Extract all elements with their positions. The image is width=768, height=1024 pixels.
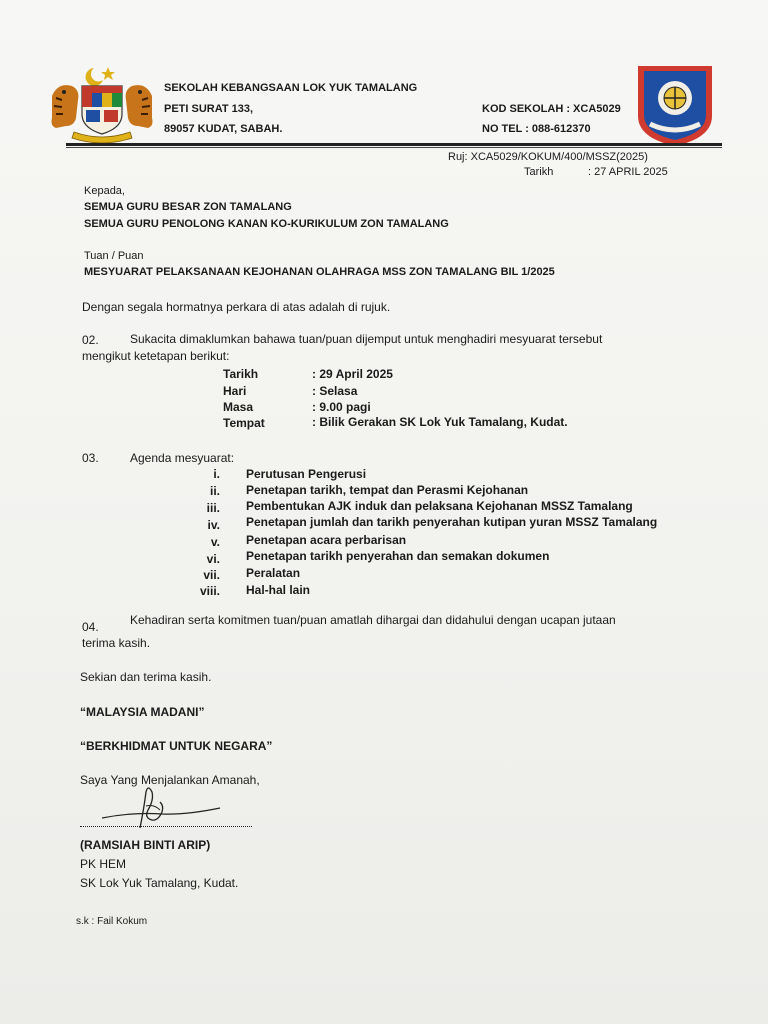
para-04-line-2: terima kasih.: [82, 636, 151, 650]
agenda-item-text: Hal-hal lain: [246, 583, 311, 597]
para-02-line-2: mengikut ketetapan berikut:: [82, 349, 230, 363]
detail-value: : Bilik Gerakan SK Lok Yuk Tamalang, Kudat.: [312, 415, 568, 429]
phone-number: NO TEL : 088-612370: [482, 123, 591, 135]
date-label: Tarikh: [524, 166, 554, 178]
school-badge-icon: [634, 62, 716, 148]
address-line-1: PETI SURAT 133,: [164, 103, 254, 115]
signoff-text: Saya Yang Menjalankan Amanah,: [80, 773, 260, 787]
para-02-line-1: Sukacita dimaklumkan bahawa tuan/puan dijemput untuk menghadiri mesyuarat tersebut: [130, 332, 603, 346]
closing-text: Sekian dan terima kasih.: [80, 670, 212, 684]
slogan-berkhidmat: “BERKHIDMAT UNTUK NEGARA”: [80, 739, 273, 753]
recipient-line-1: SEMUA GURU BESAR ZON TAMALANG: [84, 201, 292, 213]
detail-label: Tempat: [223, 416, 265, 430]
agenda-item-text: Pembentukan AJK induk dan pelaksana Kejohanan MSSZ Tamalang: [246, 499, 633, 513]
agenda-item-number: iv.: [207, 518, 220, 532]
detail-value: : 9.00 pagi: [312, 400, 371, 414]
agenda-item-number: v.: [210, 535, 220, 549]
signatory-org: SK Lok Yuk Tamalang, Kudat.: [80, 876, 239, 890]
signature-line: [80, 826, 252, 827]
agenda-item-text: Penetapan tarikh penyerahan dan semakan dokumen: [246, 549, 550, 563]
agenda-item-number: vii.: [203, 568, 220, 582]
agenda-item-text: Penetapan jumlah dan tarikh penyerahan kutipan yuran MSSZ Tamalang: [246, 515, 658, 529]
detail-label: Tarikh: [223, 367, 259, 381]
coat-of-arms-icon: [44, 62, 160, 144]
detail-label: Masa: [223, 400, 254, 414]
address-line-2: 89057 KUDAT, SABAH.: [164, 123, 283, 135]
intro-text: Dengan segala hormatnya perkara di atas adalah di rujuk.: [82, 300, 391, 314]
detail-label: Hari: [223, 384, 247, 398]
agenda-item-number: ii.: [209, 484, 220, 498]
agenda-item-text: Peralatan: [246, 566, 301, 580]
detail-value: : 29 April 2025: [312, 367, 393, 381]
salutation: Tuan / Puan: [84, 250, 144, 262]
agenda-item-text: Penetapan acara perbarisan: [246, 533, 407, 547]
agenda-item-text: Perutusan Pengerusi: [246, 467, 367, 481]
signatory-name: (RAMSIAH BINTI ARIP): [80, 838, 211, 852]
agenda-item-text: Penetapan tarikh, tempat dan Perasmi Kejohanan: [246, 483, 529, 497]
school-name: SEKOLAH KEBANGSAAN LOK YUK TAMALANG: [164, 82, 418, 94]
para-04-number: 04.: [82, 620, 99, 634]
agenda-item-number: viii.: [199, 584, 220, 598]
agenda-item-number: iii.: [206, 501, 220, 515]
para-03-number: 03.: [82, 451, 99, 465]
detail-value: : Selasa: [312, 384, 358, 398]
subject-line: MESYUARAT PELAKSANAAN KEJOHANAN OLAHRAGA MSS ZON TAMALANG BIL 1/2025: [84, 266, 555, 278]
agenda-item-number: vi.: [206, 552, 220, 566]
date-value: : 27 APRIL 2025: [588, 166, 668, 178]
school-code: KOD SEKOLAH : XCA5029: [482, 103, 621, 115]
para-04-line-1: Kehadiran serta komitmen tuan/puan amatlah dihargai dan didahului dengan ucapan jutaan: [130, 613, 616, 627]
letterhead-divider-thin: [66, 147, 722, 148]
agenda-label: Agenda mesyuarat:: [130, 451, 235, 465]
letterhead-divider: [66, 143, 722, 146]
signatory-title: PK HEM: [80, 857, 127, 871]
recipient-kepada: Kepada,: [84, 185, 125, 197]
handwritten-signature: [96, 784, 226, 830]
reference-number: Ruj: XCA5029/KOKUM/400/MSSZ(2025): [448, 151, 648, 163]
para-02-number: 02.: [82, 333, 99, 347]
cc-note: s.k : Fail Kokum: [76, 916, 148, 927]
slogan-malaysia-madani: “MALAYSIA MADANI”: [80, 705, 205, 719]
recipient-line-2: SEMUA GURU PENOLONG KANAN KO-KURIKULUM ZON TAMALANG: [84, 218, 449, 230]
agenda-item-number: i.: [213, 467, 220, 481]
